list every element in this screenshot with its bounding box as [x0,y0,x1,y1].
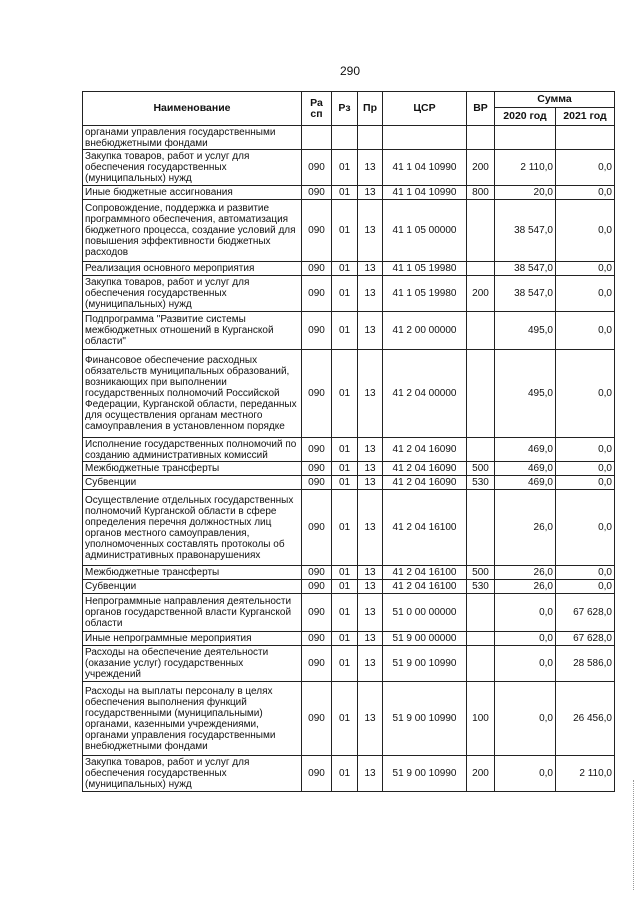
cell-s2020: 469,0 [495,462,556,476]
cell-rz: 01 [332,150,358,186]
cell-vr [467,632,495,646]
cell-rz: 01 [332,476,358,490]
header-pr: Пр [358,92,383,126]
cell-name: Сопровождение, поддержка и развитие программного обеспечения, автоматизация бюджетного процесса, создание условий для повышения эффективности бюджетных расходов [83,200,302,262]
cell-vr [467,438,495,462]
cell-vr: 100 [467,682,495,756]
cell-pr: 13 [358,276,383,312]
cell-rz: 01 [332,438,358,462]
cell-pr: 13 [358,350,383,438]
cell-name: Иные непрограммные мероприятия [83,632,302,646]
cell-rz: 01 [332,580,358,594]
cell-s2021: 0,0 [556,186,615,200]
cell-name: Иные бюджетные ассигнования [83,186,302,200]
cell-vr [467,594,495,632]
table-row [83,350,615,438]
cell-s2021: 0,0 [556,350,615,438]
cell-name: Закупка товаров, работ и услуг для обеспечения государственных (муниципальных) нужд [83,276,302,312]
cell-s2021: 0,0 [556,200,615,262]
cell-vr: 200 [467,276,495,312]
cell-s2021: 67 628,0 [556,632,615,646]
cell-pr: 13 [358,566,383,580]
cell-csr: 41 2 04 16090 [383,462,467,476]
cell-s2020: 495,0 [495,312,556,350]
cell-csr: 41 2 04 00000 [383,350,467,438]
cell-s2021 [556,126,615,150]
cell-s2021: 0,0 [556,476,615,490]
cell-vr [467,646,495,682]
cell-name: Реализация основного мероприятия [83,262,302,276]
cell-rasp: 090 [302,276,332,312]
cell-vr [467,490,495,566]
cell-rasp: 090 [302,438,332,462]
cell-rasp: 090 [302,200,332,262]
cell-rasp: 090 [302,150,332,186]
cell-rasp: 090 [302,476,332,490]
cell-rz: 01 [332,312,358,350]
cell-pr [358,126,383,150]
cell-pr: 13 [358,632,383,646]
table-row [83,646,615,682]
cell-pr: 13 [358,646,383,682]
cell-pr: 13 [358,312,383,350]
cell-csr: 41 1 05 19980 [383,262,467,276]
cell-rz: 01 [332,462,358,476]
header-name: Наименование [83,92,302,126]
cell-vr [467,350,495,438]
cell-s2021: 28 586,0 [556,646,615,682]
cell-rz: 01 [332,200,358,262]
cell-csr: 51 9 00 00000 [383,632,467,646]
cell-csr: 41 2 04 16100 [383,566,467,580]
table-row [83,438,615,462]
cell-name: Закупка товаров, работ и услуг для обеспечения государственных (муниципальных) нужд [83,150,302,186]
header-rasp: Ра сп [302,92,332,126]
cell-name: Субвенции [83,476,302,490]
table-row [83,312,615,350]
cell-s2020: 0,0 [495,646,556,682]
cell-csr: 41 1 05 19980 [383,276,467,312]
cell-s2020: 0,0 [495,756,556,792]
cell-name: Расходы на выплаты персоналу в целях обеспечения выполнения функций государственными (муниципальными) органами, казенными учреждениями, органами управления государственными внебюджетными фондами [83,682,302,756]
cell-rz: 01 [332,682,358,756]
cell-pr: 13 [358,150,383,186]
cell-csr: 41 2 04 16090 [383,476,467,490]
cell-s2020 [495,126,556,150]
cell-csr [383,126,467,150]
cell-vr [467,200,495,262]
cell-name: Исполнение государственных полномочий по созданию административных комиссий [83,438,302,462]
cell-rz: 01 [332,350,358,438]
cell-s2020: 20,0 [495,186,556,200]
header-sum: Сумма [495,92,615,108]
cell-name: Субвенции [83,580,302,594]
cell-rz: 01 [332,566,358,580]
page-number: 290 [339,64,361,78]
cell-vr: 530 [467,476,495,490]
cell-rasp: 090 [302,186,332,200]
cell-s2020: 0,0 [495,682,556,756]
cell-rz: 01 [332,490,358,566]
cell-s2021: 0,0 [556,312,615,350]
header-vr: ВР [467,92,495,126]
cell-s2020: 26,0 [495,580,556,594]
cell-rz [332,126,358,150]
cell-s2020: 2 110,0 [495,150,556,186]
cell-rasp: 090 [302,682,332,756]
cell-pr: 13 [358,682,383,756]
cell-pr: 13 [358,756,383,792]
header-csr: ЦСР [383,92,467,126]
cell-vr [467,126,495,150]
table-row [83,126,615,150]
cell-s2020: 38 547,0 [495,276,556,312]
cell-s2021: 0,0 [556,438,615,462]
cell-rasp: 090 [302,646,332,682]
cell-pr: 13 [358,462,383,476]
cell-csr: 41 2 00 00000 [383,312,467,350]
cell-name: Межбюджетные трансферты [83,566,302,580]
cell-pr: 13 [358,262,383,276]
cell-rasp: 090 [302,580,332,594]
table-row [83,756,615,792]
scan-edge-mark [633,780,638,890]
cell-csr: 41 2 04 16100 [383,580,467,594]
cell-csr: 41 2 04 16100 [383,490,467,566]
cell-rasp: 090 [302,490,332,566]
cell-pr: 13 [358,594,383,632]
cell-vr [467,262,495,276]
cell-s2021: 0,0 [556,276,615,312]
cell-csr: 51 9 00 10990 [383,682,467,756]
cell-pr: 13 [358,438,383,462]
cell-s2020: 26,0 [495,566,556,580]
cell-s2021: 0,0 [556,580,615,594]
header-rz: Рз [332,92,358,126]
cell-rz: 01 [332,594,358,632]
cell-pr: 13 [358,490,383,566]
cell-name: Непрограммные направления деятельности органов государственной власти Курганской области [83,594,302,632]
table-row [83,186,615,200]
cell-csr: 51 0 00 00000 [383,594,467,632]
cell-rasp: 090 [302,350,332,438]
cell-s2021: 26 456,0 [556,682,615,756]
cell-name: Расходы на обеспечение деятельности (оказание услуг) государственных учреждений [83,646,302,682]
table-row [83,594,615,632]
cell-s2020: 469,0 [495,476,556,490]
cell-s2021: 0,0 [556,566,615,580]
cell-csr: 51 9 00 10990 [383,756,467,792]
table-row [83,490,615,566]
table-row [83,276,615,312]
cell-pr: 13 [358,200,383,262]
table-row [83,476,615,490]
cell-rasp: 090 [302,462,332,476]
cell-s2021: 0,0 [556,462,615,476]
table-row [83,462,615,476]
cell-s2021: 0,0 [556,490,615,566]
cell-s2021: 67 628,0 [556,594,615,632]
cell-csr: 41 2 04 16090 [383,438,467,462]
cell-pr: 13 [358,186,383,200]
cell-s2020: 26,0 [495,490,556,566]
cell-rasp: 090 [302,312,332,350]
table-row [83,632,615,646]
cell-pr: 13 [358,476,383,490]
cell-rz: 01 [332,632,358,646]
cell-rasp: 090 [302,262,332,276]
cell-name: Межбюджетные трансферты [83,462,302,476]
cell-vr: 200 [467,150,495,186]
table-row [83,262,615,276]
cell-vr [467,312,495,350]
cell-s2021: 2 110,0 [556,756,615,792]
header-2021: 2021 год [556,108,615,126]
table-row [83,580,615,594]
cell-name: Осуществление отдельных государственных полномочий Курганской области в сфере определения перечня должностных лиц органов местного самоуправления, уполномоченных составлять протоколы об административных правонарушениях [83,490,302,566]
cell-s2020: 469,0 [495,438,556,462]
cell-rz: 01 [332,276,358,312]
cell-rz: 01 [332,646,358,682]
cell-s2020: 495,0 [495,350,556,438]
cell-rasp [302,126,332,150]
cell-s2020: 0,0 [495,632,556,646]
cell-csr: 41 1 04 10990 [383,186,467,200]
cell-vr: 500 [467,566,495,580]
cell-rasp: 090 [302,594,332,632]
cell-s2021: 0,0 [556,150,615,186]
cell-vr: 800 [467,186,495,200]
cell-name: органами управления государственными внебюджетными фондами [83,126,302,150]
cell-pr: 13 [358,580,383,594]
cell-rasp: 090 [302,566,332,580]
cell-rasp: 090 [302,632,332,646]
cell-rz: 01 [332,756,358,792]
cell-s2020: 0,0 [495,594,556,632]
cell-rz: 01 [332,186,358,200]
cell-name: Финансовое обеспечение расходных обязательств муниципальных образований, возникающих при выполнении государственных полномочий Российской Федерации, Курганской области, переданных для осуществления органам местного самоуправления в установленном порядке [83,350,302,438]
table-row [83,150,615,186]
cell-s2021: 0,0 [556,262,615,276]
table-row [83,682,615,756]
cell-name: Закупка товаров, работ и услуг для обеспечения государственных (муниципальных) нужд [83,756,302,792]
cell-s2020: 38 547,0 [495,262,556,276]
header-2020: 2020 год [495,108,556,126]
cell-s2020: 38 547,0 [495,200,556,262]
table-row [83,566,615,580]
cell-rz: 01 [332,262,358,276]
cell-vr: 530 [467,580,495,594]
cell-vr: 200 [467,756,495,792]
cell-vr: 500 [467,462,495,476]
cell-rasp: 090 [302,756,332,792]
cell-csr: 41 1 04 10990 [383,150,467,186]
cell-name: Подпрограмма "Развитие системы межбюджетных отношений в Курганской области" [83,312,302,350]
cell-csr: 41 1 05 00000 [383,200,467,262]
cell-csr: 51 9 00 10990 [383,646,467,682]
table-row [83,200,615,262]
budget-table [82,91,615,792]
